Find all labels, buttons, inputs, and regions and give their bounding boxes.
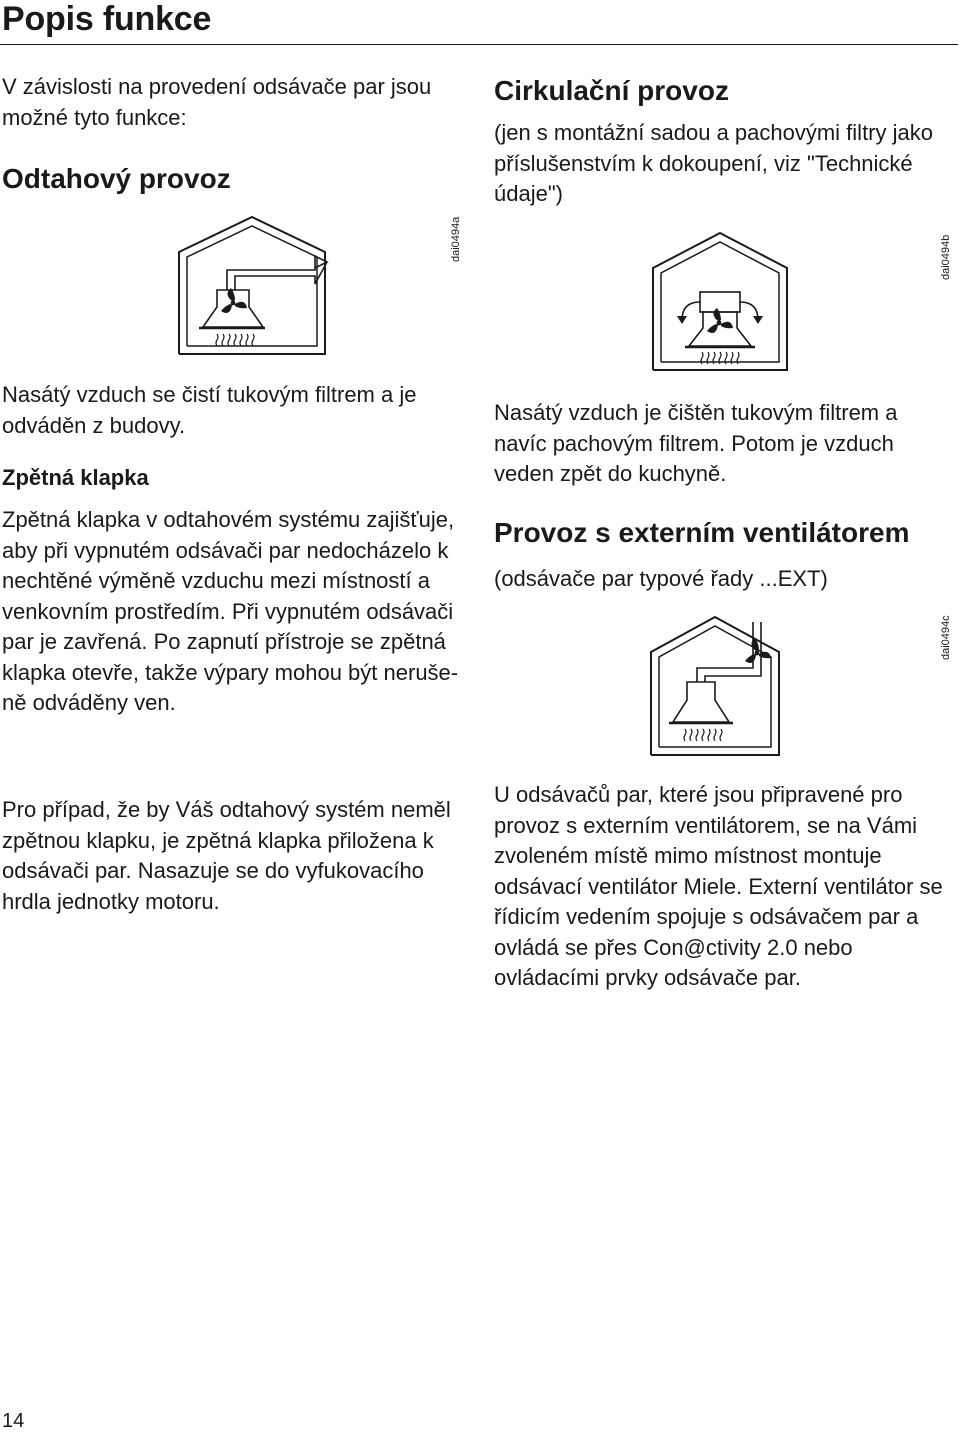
exhaust-mode-diagram <box>165 212 340 357</box>
page-title: Popis funkce <box>2 0 212 38</box>
external-fan-house-icon <box>645 612 785 758</box>
external-fan-heading: Provoz s externím ventilátorem <box>494 517 910 548</box>
circulation-heading: Cirkulační provoz <box>494 75 729 106</box>
page-number: 14 <box>2 1410 25 1432</box>
circulation-subtext: (jen s montážní sadou a pachovými filtry jako příslušenstvím k dokoupení, viz "Technické údaje") <box>494 120 933 206</box>
external-fan-diagram <box>645 612 785 758</box>
external-fan-description: U odsávačů par, které jsou připravené pro provoz s externím ventilátorem, se na Vámi zvoleném místě mimo místnost montuje odsávací ventilátor Miele. Externí ventilátor se řídicím vedením spojuje s odsávačem par a ovládá se přes Con@ctivity 2.0 nebo ovládacími prvky odsávače par. <box>494 782 943 990</box>
diagram-code-c: dai0494c <box>940 615 952 660</box>
check-valve-heading: Zpětná klapka <box>2 465 149 490</box>
title-divider <box>0 44 958 45</box>
circulation-house-icon <box>645 228 795 373</box>
odtah-heading: Odtahový provoz <box>2 163 231 194</box>
external-fan-subtext: (odsávače par typové řady ...EXT) <box>494 566 828 591</box>
check-valve-note: Pro případ, že by Váš odtahový systém neměl zpětnou klapku, je zpětná klapka přiložena k odsávači par. Nasazuje se do vyfukovacího hrdla jednotky motoru. <box>2 797 451 914</box>
diagram-code-a: dai0494a <box>450 216 462 262</box>
check-valve-description: Zpětná klapka v odtahovém systému zajišťuje, aby při vypnutém odsávači par nedocházelo k nechtěné výměně vzduchu mezi místností a venkovním prostředím. Při vypnutém odsávači par je zavřená. Po zapnutí přístroje se zpětná klapka otevře, takže výpary mohou být nerušeně odváděny ven. <box>2 507 459 715</box>
intro-text: V závislosti na provedení odsávače par jsou možné tyto funkce: <box>2 74 432 130</box>
diagram-code-b: dai0494b <box>940 234 952 280</box>
circulation-mode-diagram <box>645 228 795 373</box>
exhaust-description: Nasátý vzduch se čistí tukovým filtrem a je odváděn z budovy. <box>2 382 417 438</box>
exhaust-house-icon <box>165 212 340 357</box>
circulation-description: Nasátý vzduch je čištěn tukovým filtrem a navíc pachovým filtrem. Potom je vzduch veden zpět do kuchyně. <box>494 400 898 486</box>
